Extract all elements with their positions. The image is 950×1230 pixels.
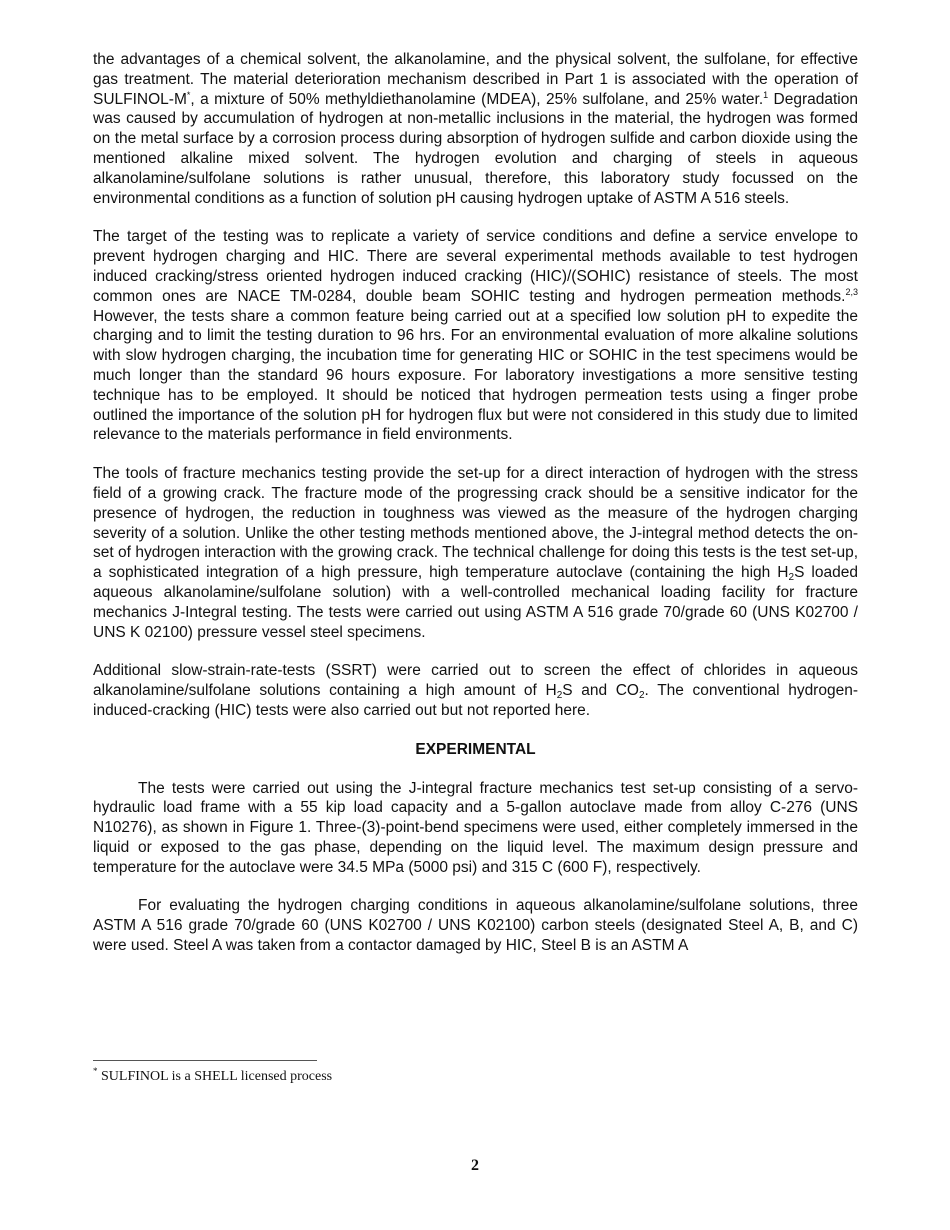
paragraph-2 (93, 227, 858, 445)
paragraph-3 (93, 464, 858, 642)
paragraph-2-text-b: However, the tests share a common feature being carried out at a specified low solution pH to expedite the charging and to limit the testing duration to 96 hrs. For an environmental evaluation of more alkaline solutions with slow hydrogen charging, the incubation time for generating HIC or SOHIC in the test specimens would be much longer than the standard 96 hours exposure. For laboratory investigations a more sensitive testing technique has to be employed. It should be noticed that hydrogen permeation tests using a finger probe outlined the importance of the solution pH for hydrogen flux but were not considered in this study due to limited relevance to the materials performance in field environments. (93, 307, 858, 444)
paragraph-4-text-c: . The conventional hydrogen-induced-cracking (HIC) tests were also carried out but not reported here. (93, 682, 858, 719)
paragraph-4-text-a: Additional slow-strain-rate-tests (SSRT) were carried out to screen the effect of chlorides in aqueous alkanolamine/sulfolane solutions containing a high amount of H (93, 662, 858, 700)
footnote-divider (93, 1060, 317, 1061)
paragraph-3-text-b: S loaded aqueous alkanolamine/sulfolane solution) with a well-controlled mechanical loading facility for fracture mechanics J-Integral testing. The tests were carried out using ASTM A 516 grade 70/grade 60 (UNS K02700 / UNS K 02100) pressure vessel steel specimens. (93, 564, 858, 641)
footnote-text: SULFINOL is a SHELL licensed process (97, 1069, 333, 1084)
paragraph-2-text-a: The target of the testing was to replicate a variety of service conditions and define a service envelope to prevent hydrogen charging and HIC. There are several experimental methods available to test hydrogen induced cracking/stress oriented hydrogen induced cracking (HIC)/(SOHIC) resistance of steels. The most common ones are NACE TM-0284, double beam SOHIC testing and hydrogen permeation methods. (93, 228, 858, 305)
paragraph-4 (93, 661, 858, 720)
subscript: 2 (788, 572, 795, 584)
footnote-mark: * (93, 1066, 98, 1076)
subscript: 2 (638, 690, 645, 702)
footnote-marker: * (186, 89, 191, 100)
paragraph-1-text-a: the advantages of a chemical solvent, the alkanolamine, and the physical solvent, the sulfolane, for effective gas treatment. The material deterioration mechanism described in Part 1 is associated with the operation of SULFINOL-M (93, 51, 858, 108)
section-heading: EXPERIMENTAL (415, 740, 536, 758)
paragraph-6: For evaluating the hydrogen charging conditions in aqueous alkanolamine/sulfolane solutions, three ASTM A 516 grade 70/grade 60 (UNS K02700 / UNS K02100) carbon steels (designated Steel A, B, and C) were used. Steel A was taken from a contactor damaged by HIC, Steel B is an ASTM A (93, 897, 858, 955)
reference-superscript: 2,3 (845, 286, 858, 297)
page-number: 2 (471, 1157, 479, 1174)
page-body (93, 50, 858, 975)
paragraph-1-text-b: , a mixture of 50% methyldiethanolamine (MDEA), 25% sulfolane, and 25% water. (190, 90, 764, 108)
footnote (93, 1068, 332, 1086)
paragraph-4-text-b: S and CO (562, 682, 639, 700)
paragraph-1 (93, 50, 858, 208)
reference-superscript: 1 (763, 89, 769, 100)
subscript: 2 (556, 690, 563, 702)
paragraph-5: The tests were carried out using the J-integral fracture mechanics test set-up consisting of a servo-hydraulic load frame with a 55 kip load capacity and a 5-gallon autoclave made from alloy C-276 (UNS N10276), as shown in Figure 1. Three-(3)-point-bend specimens were used, either completely immersed in the liquid or exposed to the gas phase, depending on the liquid level. The maximum design pressure and temperature for the autoclave were 34.5 MPa (5000 psi) and 315 C (600 F), respectively. (93, 779, 858, 876)
paragraph-1-text-c: Degradation was caused by accumulation of hydrogen at non-metallic inclusions in the material, the hydrogen was formed on the metal surface by a corrosion process during absorption of hydrogen sulfide and carbon dioxide using the mentioned alkaline mixed solvent. The hydrogen evolution and charging of steels in aqueous alkanolamine/sulfolane solutions is rather unusual, therefore, this laboratory study focussed on the environmental conditions as a function of solution pH causing hydrogen uptake of ASTM A 516 steels. (93, 90, 858, 207)
paragraph-3-text-a: The tools of fracture mechanics testing provide the set-up for a direct interaction of hydrogen with the stress field of a growing crack. The fracture mode of the progressing crack should be a sensitive indicator for the presence of hydrogen, the reduction in toughness was viewed as the measure of the hydrogen charging severity of a solution. Unlike the other testing methods mentioned above, the J-integral method detects the on-set of hydrogen interaction with the growing crack. The technical challenge for doing this tests is the test set-up, a sophisticated integration of a high pressure, high temperature autoclave (containing the high H (93, 465, 858, 582)
